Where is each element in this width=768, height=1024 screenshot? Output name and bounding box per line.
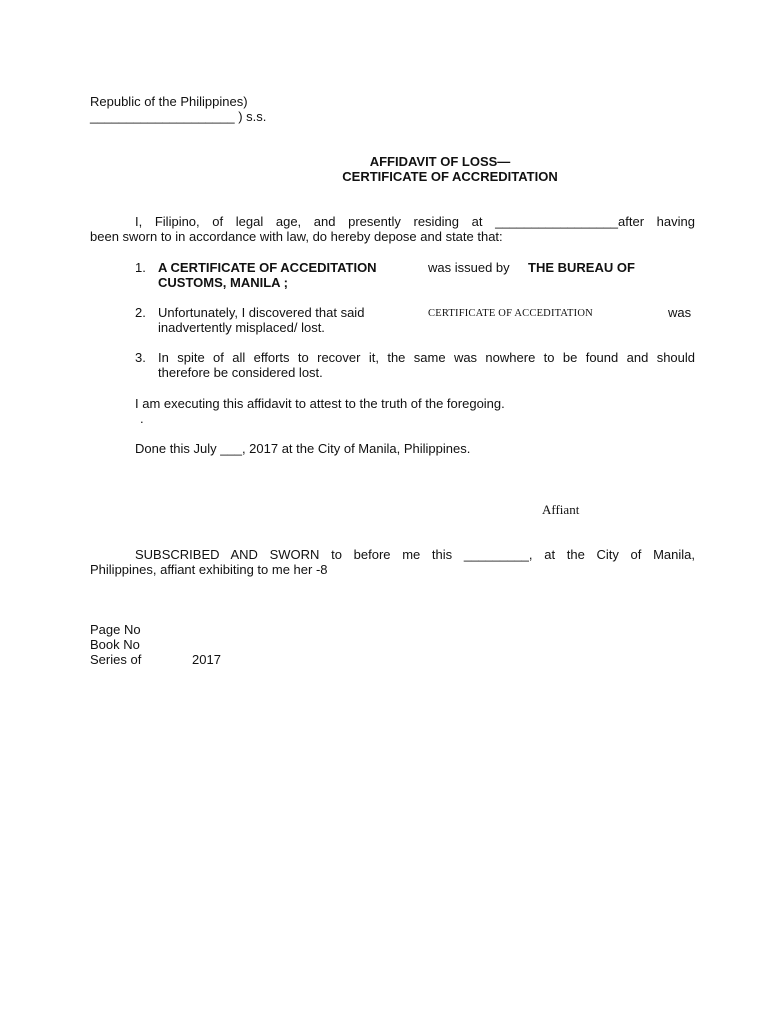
intro-line1: I, Filipino, of legal age, and presently residing at _________________after having — [135, 214, 695, 229]
notarial-series-of: Series of — [90, 652, 142, 667]
notarial-series-year: 2017 — [192, 652, 221, 667]
document-title-line2: CERTIFICATE OF ACCREDITATION — [342, 169, 558, 184]
affiant-label: Affiant — [542, 502, 580, 517]
item1-issuer: THE BUREAU OF — [528, 260, 635, 275]
item1-issued-by: was issued by — [428, 260, 510, 275]
notarial-page-no: Page No — [90, 622, 141, 637]
document-title-line1: AFFIDAVIT OF LOSS— — [369, 154, 511, 169]
item2-text-cont: inadvertently misplaced/ lost. — [158, 320, 325, 335]
item-number-2: 2. — [135, 305, 146, 320]
jurat-line2: Philippines, affiant exhibiting to me her -8 — [90, 562, 328, 577]
intro-line2: been sworn to in accordance with law, do hereby depose and state that: — [90, 229, 503, 244]
item2-certificate-small-caps: CERTIFICATE OF ACCEDITATION — [428, 308, 593, 319]
venue-ss-line: ____________________ ) s.s. — [90, 109, 267, 124]
item-number-1: 1. — [135, 260, 146, 275]
jurat-line1: SUBSCRIBED AND SWORN to before me this _________, at the City of Manila, — [135, 547, 695, 562]
item2-was: was — [668, 305, 692, 320]
item3-line2: therefore be considered lost. — [158, 365, 323, 380]
item2-text: Unfortunately, I discovered that said — [158, 305, 365, 320]
item3-line1: In spite of all efforts to recover it, the same was nowhere to be found and should — [158, 350, 695, 365]
done-date-line: Done this July ___, 2017 at the City of Manila, Philippines. — [135, 441, 471, 456]
item1-certificate-name: A CERTIFICATE OF ACCEDITATION — [158, 260, 377, 275]
executing-statement: I am executing this affidavit to attest to the truth of the foregoing. — [135, 396, 505, 411]
notarial-book-no: Book No — [90, 637, 140, 652]
stray-period: . — [140, 411, 144, 426]
venue-republic: Republic of the Philippines) — [90, 94, 248, 109]
item-number-3: 3. — [135, 350, 146, 365]
item1-issuer-cont: CUSTOMS, MANILA ; — [158, 275, 288, 290]
